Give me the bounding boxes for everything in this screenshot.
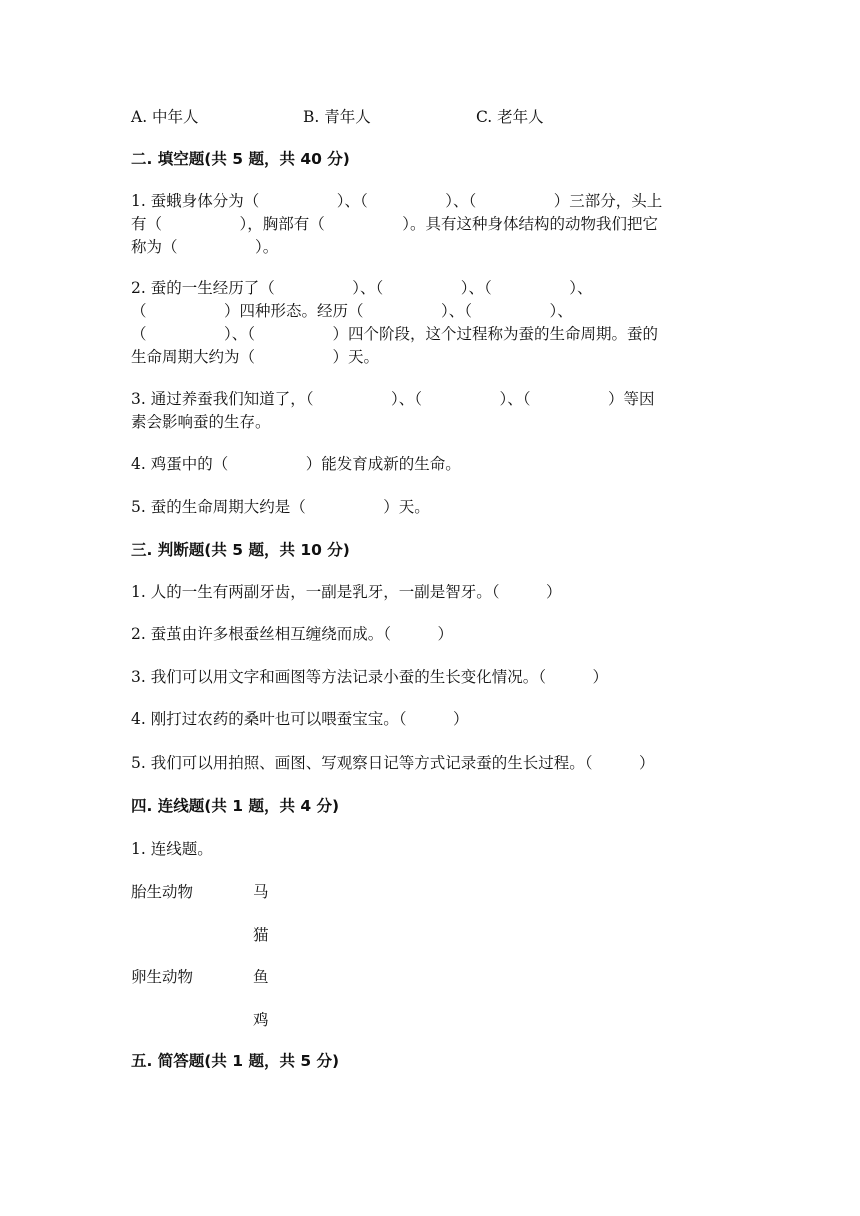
fill-q2-line-4: 生命周期大约为（ ）天。 <box>131 348 380 366</box>
judge-item-2: 2. 蚕茧由许多根蚕丝相互缠绕而成。（ ） <box>131 625 453 643</box>
fill-q2-line-3: （ ）、（ ）四个阶段，这个过程称为蚕的生命周期。蚕的 <box>131 325 659 343</box>
section-4-heading: 四. 连线题(共 1 题，共 4 分) <box>131 797 340 815</box>
option-a: A. 中年人 <box>131 108 199 126</box>
fill-q4: 4. 鸡蛋中的（ ）能发育成新的生命。 <box>131 455 461 473</box>
match-left-oviparous: 卵生动物 <box>131 968 194 986</box>
judge-item-5: 5. 我们可以用拍照、画图、写观察日记等方式记录蚕的生长过程。（ ） <box>131 754 655 772</box>
match-q1: 1. 连线题。 <box>131 840 213 858</box>
fill-q5: 5. 蚕的生命周期大约是（ ）天。 <box>131 498 430 516</box>
judge-item-1: 1. 人的一生有两副牙齿，一副是乳牙，一副是智牙。（ ） <box>131 583 562 601</box>
fill-q3-line-2: 素会影响蚕的生存。 <box>131 413 271 431</box>
match-right-horse: 马 <box>253 883 269 901</box>
fill-q3-line-1: 3. 通过养蚕我们知道了，（ ）、（ ）、（ ）等因 <box>131 390 655 408</box>
section-3-heading: 三. 判断题(共 5 题，共 10 分) <box>131 541 350 559</box>
fill-q2-line-2: （ ）四种形态。经历（ ）、（ ）、 <box>131 302 573 320</box>
fill-q1-line-1: 1. 蚕蛾身体分为（ ）、（ ）、（ ）三部分，头上 <box>131 192 663 210</box>
option-b: B. 青年人 <box>303 108 371 126</box>
fill-q2-line-1: 2. 蚕的一生经历了（ ）、（ ）、（ ）、 <box>131 279 593 297</box>
judge-item-3: 3. 我们可以用文字和画图等方法记录小蚕的生长变化情况。（ ） <box>131 668 608 686</box>
fill-q1-line-3: 称为（ ）。 <box>131 238 279 256</box>
match-left-viviparous: 胎生动物 <box>131 883 194 901</box>
option-c: C. 老年人 <box>476 108 544 126</box>
section-2-heading: 二. 填空题(共 5 题，共 40 分) <box>131 150 350 168</box>
judge-item-4: 4. 刚打过农药的桑叶也可以喂蚕宝宝。（ ） <box>131 710 469 728</box>
match-right-fish: 鱼 <box>253 968 269 986</box>
fill-q1-line-2: 有（ ），胸部有（ ）。具有这种身体结构的动物我们把它 <box>131 215 659 233</box>
match-right-chicken: 鸡 <box>253 1011 269 1029</box>
section-5-heading: 五. 简答题(共 1 题，共 5 分) <box>131 1052 340 1070</box>
match-right-cat: 猫 <box>253 926 269 944</box>
